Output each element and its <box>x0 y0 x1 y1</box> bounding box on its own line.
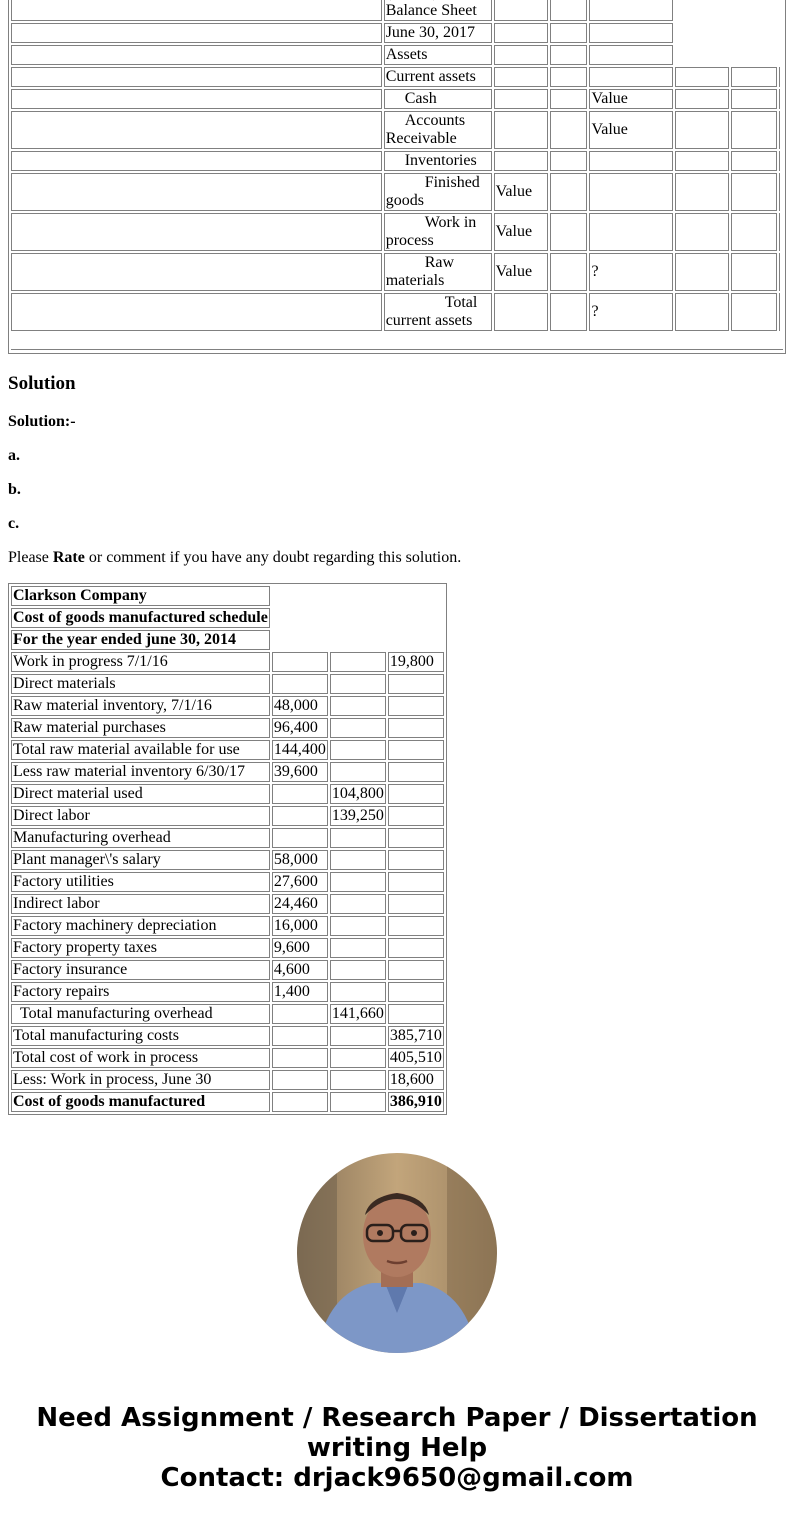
table-row <box>11 0 783 21</box>
rate-note: Please Rate or comment if you have any doubt regarding this solution. <box>8 549 462 566</box>
table-row: Factory machinery depreciation 16,000 <box>11 916 444 936</box>
table-row <box>11 586 444 606</box>
table-row: Factory utilities 27,600 <box>11 872 444 892</box>
footer-line-2: writing Help <box>306 1433 488 1463</box>
table-row <box>11 608 444 628</box>
company-name: Clarkson Company <box>11 586 270 606</box>
table-row: Accounts Receivable Value <box>11 111 783 149</box>
balance-sheet-table <box>8 0 786 354</box>
table-row: Current assets <box>11 67 783 87</box>
part-a-label: a. <box>8 447 20 464</box>
part-b-label: b. <box>8 481 21 498</box>
table-row: Total current assets ? <box>11 293 783 331</box>
table-row <box>11 23 783 43</box>
table-row: Less raw material inventory 6/30/17 39,600 <box>11 762 444 782</box>
table-row: Indirect labor 24,460 <box>11 894 444 914</box>
table-row: Assets <box>11 45 783 65</box>
table-row: Factory insurance 4,600 <box>11 960 444 980</box>
table-row: Factory property taxes 9,600 <box>11 938 444 958</box>
table-row: Manufacturing overhead <box>11 828 444 848</box>
cogm-table <box>8 583 447 1115</box>
table-row: Work in progress 7/1/16 19,800 <box>11 652 444 672</box>
table-row: Cost of goods manufactured 386,910 <box>13 1093 442 1110</box>
avatar <box>297 1153 497 1353</box>
footer-line-1: Need Assignment / Research Paper / Dissertation <box>36 1403 758 1433</box>
footer-promo <box>0 1403 794 1493</box>
table-row: Total manufacturing costs 385,710 <box>13 1027 442 1044</box>
solution-intro: Solution:- <box>8 413 76 430</box>
table-divider <box>11 349 783 350</box>
table-row: Total raw material available for use 144,400 <box>11 740 444 760</box>
table-row: Factory repairs 1,400 <box>11 982 444 1002</box>
table-row: Total cost of work in process 405,510 <box>13 1049 442 1066</box>
table-row <box>11 630 444 650</box>
part-c-label: c. <box>8 515 20 532</box>
table-row: Cash Value <box>11 89 783 109</box>
table-row: Plant manager\'s salary 58,000 <box>11 850 444 870</box>
table-row: Finished goods Value <box>11 173 783 211</box>
balance-sheet-date: June 30, 2017 <box>384 23 492 43</box>
table-row: Direct materials <box>11 674 444 694</box>
table-row: Total manufacturing overhead 141,660 <box>11 1004 444 1024</box>
table-row: Raw materials Value ? <box>11 253 783 291</box>
balance-sheet-title: Balance Sheet <box>384 0 492 21</box>
table-row: Less: Work in process, June 30 18,600 <box>11 1070 444 1090</box>
table-row: Direct material used 104,800 <box>11 784 444 804</box>
schedule-period: For the year ended june 30, 2014 <box>11 630 270 650</box>
avatar-portrait <box>297 1153 497 1353</box>
table-row: Raw material purchases 96,400 <box>11 718 444 738</box>
table-row: Direct labor 139,250 <box>11 806 444 826</box>
solution-heading: Solution <box>8 373 76 394</box>
footer-contact[interactable]: Contact: drjack9650@gmail.com <box>160 1463 634 1493</box>
schedule-title: Cost of goods manufactured schedule <box>13 609 268 626</box>
rate-link[interactable]: Rate <box>52 549 85 566</box>
table-row: Inventories <box>11 151 783 171</box>
table-row: Raw material inventory, 7/1/16 48,000 <box>11 696 444 716</box>
table-row: Work in process Value <box>11 213 783 251</box>
